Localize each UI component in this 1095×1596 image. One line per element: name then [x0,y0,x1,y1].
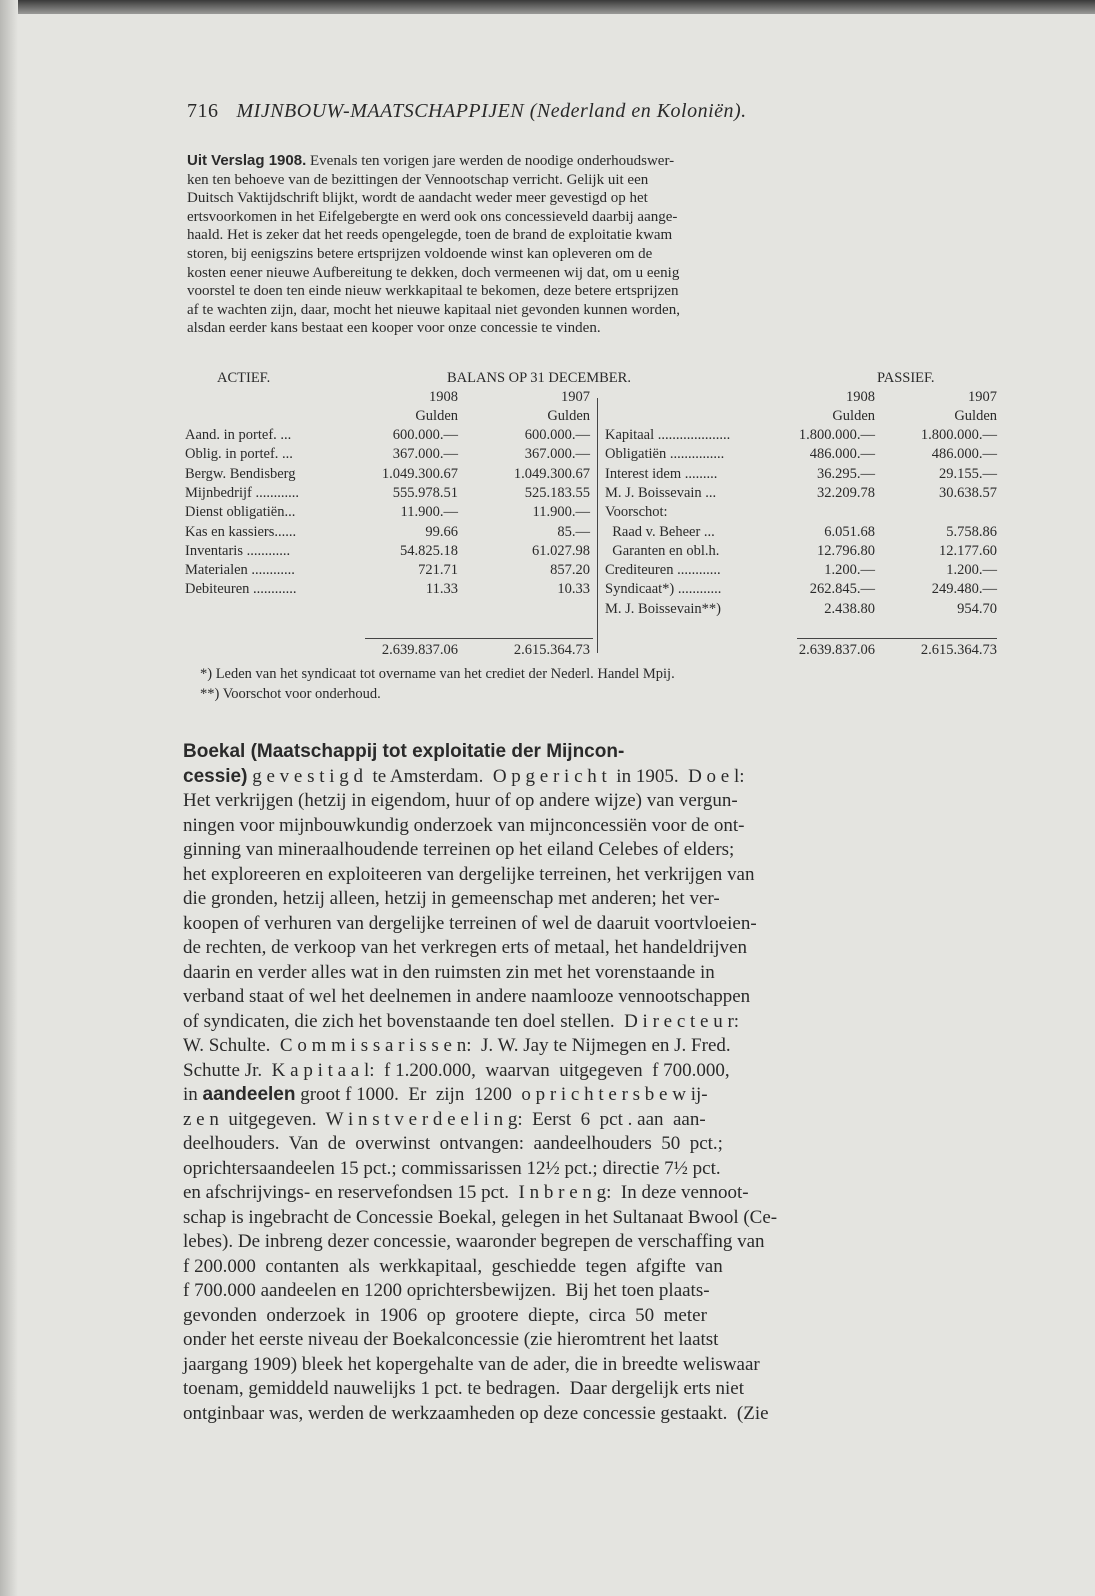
text-line [183,1230,995,1255]
text-line [183,1206,995,1231]
actief-1908-value: 367.000.— [392,446,458,463]
text-run: haald. Het is zeker dat het reeds opengelegde, toen de brand de exploitatie kwam [187,227,673,244]
passief-1907-value: 30.638.57 [939,484,997,501]
passief-1907-value: 12.177.60 [939,542,997,559]
annual-report-paragraph [187,152,1002,338]
text-run: oprichtersaandeelen 15 pct.; commissarissen 12½ pct.; directie 7½ pct. [183,1157,721,1179]
passief-1908-value: 32.209.78 [817,484,875,501]
unit-header: Gulden [415,408,458,424]
passief-row-label: Obligatiën ............... [605,446,725,463]
text-run: daarin en verder alles wat in den ruimsten zin met het vorenstaande in [183,961,715,983]
line-content [183,1034,731,1059]
actief-1908-value: 99.66 [425,523,458,540]
unit-header: Gulden [954,408,997,424]
line-content [183,1304,707,1329]
text-line [187,282,1002,301]
text-run: of syndicaten, die zich het bovenstaande ten doel stellen. D i r e c t e u r: [183,1010,740,1032]
text-run: af te wachten zijn, daar, mocht het nieuwe kapitaal niet gevonden kunnen worden, [187,301,680,318]
bold-text: cessie) [183,765,248,787]
line-content [183,838,734,863]
text-line [183,838,995,863]
year-header: 1908 [429,389,458,405]
text-line [183,912,995,937]
text-line [183,1059,995,1084]
text-run: lebes). De inbreng dezer concessie, waaronder begrepen de verschaffing van [183,1231,765,1252]
text-run: jaargang 1909) bleek het kopergehalte van de ader, die in breedte weliswaar [183,1353,760,1375]
text-line [187,208,1002,227]
bold-text: Boekal (Maatschappij tot exploitatie der Mijncon- [183,741,625,762]
text-run: ningen voor mijnbouwkundig onderzoek van mijnconcessiën voor de ont- [183,814,745,836]
line-content [183,1132,723,1157]
text-line [183,1255,995,1280]
text-line [183,1402,995,1427]
line-content [183,1181,749,1206]
text-line [183,1279,995,1304]
text-run: deelhouders. Van de overwinst ontvangen: aandeelhouders 50 pct.; [183,1133,723,1154]
text-line [187,171,1002,190]
line-content [183,1255,723,1280]
passief-total-1908: 2.639.837.06 [798,642,875,658]
line-content [183,863,755,888]
text-run: Duitsch Vaktijdschrift blijkt, wordt de aandacht weder meer gevestigd op het [187,190,648,207]
text-line [183,740,995,765]
text-run: W. Schulte. C o m m i s s a r i s s e n: J. W. Jay te Nijmegen en J. Fred. [183,1035,731,1056]
text-run: die gronden, hetzij alleen, hetzij in gemeenschap met anderen; het ver- [183,888,720,909]
line-content [187,264,679,283]
text-line [183,1108,995,1133]
text-run: kosten eener nieuwe Aufbereitung te dekken, doch vermeenen wij dat, om u eenig [187,264,680,281]
passief-1908-value: 6.051.68 [824,523,875,540]
passief-1908-value: 12.796.80 [817,542,875,559]
actief-1908-value: 11.33 [425,581,458,598]
actief-1907-value: 600.000.— [524,427,590,443]
line-content [187,152,674,171]
unit-header: Gulden [832,408,875,424]
line-content [187,189,648,208]
scan-edge-top [0,0,1095,14]
text-run: ontginbaar was, werden de werkzaamheden op deze concessie gestaakt. (Zie [183,1402,769,1424]
line-content [183,765,745,790]
text-run: onder het eerste niveau der Boekalconcessie (zie hieromtrent het laatst [183,1329,719,1350]
text-run: ginning van mineraalhoudende terreinen op het eiland Celebes of elders; [183,839,735,860]
actief-1907-value: 11.900.— [532,504,590,521]
balance-title: BALANS OP 31 DECEMBER. [447,370,631,386]
passief-row-label: M. J. Boissevain**) [605,600,721,617]
text-run: ertsvoorkomen in het Eifelgebergte en werd ook ons concessieveld daarbij aange- [187,208,678,225]
passief-1907-value: 1.200.— [946,562,997,579]
passief-1908-value: 1.200.— [824,562,875,579]
actief-row-label: Oblig. in portef. ... [185,446,293,463]
text-run: Het verkrijgen (hetzij in eigendom, huur of op andere wijze) van vergun- [183,790,738,811]
year-header: 1908 [846,389,875,405]
actief-1908-value: 1.049.300.67 [381,465,458,482]
text-run: alsdan eerder kans bestaat een kooper voor onze concessie te vinden. [187,320,601,337]
actief-1907-value: 525.183.55 [524,484,590,501]
actief-1908-value: 11.900.— [400,504,458,521]
actief-row-label: Debiteuren ............ [185,581,297,598]
actief-1907-value: 61.027.98 [532,542,590,559]
text-line [187,301,1002,320]
passief-1907-value: 29.155.— [939,465,997,482]
line-content [183,1083,708,1108]
text-run: voorstel te doen ten einde nieuw werkkapitaal te bekomen, deze betere ertsprijzen [187,283,679,300]
passief-1907-value: 249.480.— [931,581,997,598]
text-line [183,961,995,986]
text-run: de rechten, de verkoop van het verkregen erts of metaal, het handeldrijven [183,937,747,958]
line-content [187,319,601,338]
line-content [183,887,720,912]
line-content [187,245,652,264]
line-content [183,1402,769,1427]
text-line [183,1132,995,1157]
bold-text: aandeelen [202,1084,296,1105]
text-line [183,789,995,814]
text-line [183,936,995,961]
text-line [183,1304,995,1329]
text-run: verband staat of wel het deelnemen in andere naamlooze vennootschappen [183,986,751,1007]
text-run: Schutte Jr. K a p i t a a l: f 1.200.000, waarvan uitgegeven f 700.000, [183,1059,730,1081]
actief-row-label: Kas en kassiers...... [185,523,297,540]
text-run: gevonden onderzoek in 1906 op grootere diepte, circa 50 meter [183,1304,707,1326]
line-content [183,740,624,765]
line-content [183,1328,718,1353]
text-line [183,887,995,912]
actief-1907-value: 85.— [557,523,590,540]
bold-text: Uit Verslag 1908. [187,152,307,169]
passief-row-label: Raad v. Beheer ... [605,523,715,540]
unit-header: Gulden [547,408,590,424]
actief-total-1908: 2.639.837.06 [381,642,458,658]
passief-1908-value: 486.000.— [809,446,875,463]
text-line [187,264,1002,283]
passief-row-label: Garanten en obl.h. [605,542,720,559]
passief-1907-value: 486.000.— [931,446,997,463]
footnotes [200,664,675,704]
actief-row-label: Materialen ............ [185,562,295,579]
text-run: schap is ingebracht de Concessie Boekal, gelegen in het Sultanaat Bwool (Ce- [183,1206,778,1228]
line-content [183,1010,739,1035]
text-line [183,985,995,1010]
actief-1907-value: 1.049.300.67 [513,465,590,482]
line-content [183,1230,765,1255]
year-header: 1907 [968,389,997,405]
passief-label: PASSIEF. [877,370,935,386]
line-content [187,226,672,245]
text-run: f 200.000 contanten als werkkapitaal, geschiedde tegen afgifte van [183,1255,723,1277]
text-run: en afschrijvings- en reservefondsen 15 pct. I n b r e n g: In deze vennoot- [183,1182,749,1203]
text-run: groot f 1000. Er zijn 1200 o p r i c h t e r s b e w ij- [295,1084,708,1105]
passief-row-label: Syndicaat*) ............ [605,581,722,598]
line-content [183,1377,744,1402]
text-line [187,319,1002,338]
line-content [183,814,744,839]
text-line [183,1157,995,1182]
actief-row-label: Inventaris ............ [185,542,291,559]
passief-1908-value: 2.438.80 [824,600,875,617]
text-run: f 700.000 aandeelen en 1200 oprichtersbewijzen. Bij het toen plaats- [183,1280,710,1301]
scan-edge-left [0,0,18,1596]
line-content [183,1108,706,1133]
line-content [187,208,677,227]
page-header [187,100,747,123]
text-line [183,863,995,888]
text-run: toenam, gemiddeld nauwelijks 1 pct. te bedragen. Daar dergelijk erts niet [183,1378,745,1399]
text-line [183,765,995,790]
passief-1908-value: 262.845.— [809,581,875,598]
text-line [187,152,1002,171]
line-content [183,1059,730,1084]
text-line [183,1353,995,1378]
footnote: **) Voorschot voor onderhoud. [200,686,381,702]
passief-1908-value: 1.800.000.— [798,427,875,443]
line-content [183,789,738,814]
text-run: g e v e s t i g d te Amsterdam. O p g e r i c h t in 1905. D o e l: [247,765,745,787]
line-content [187,282,678,301]
passief-row-label: Kapitaal .................... [605,427,731,443]
passief-row-label: Voorschot: [605,504,668,521]
column-divider [597,398,598,653]
line-content [183,936,747,961]
footnote: *) Leden van het syndicaat tot overname van het crediet der Nederl. Handel Mpij. [200,666,675,682]
actief-1907-value: 367.000.— [524,446,590,463]
text-line [183,1034,995,1059]
actief-1907-value: 857.20 [550,562,590,579]
actief-row-label: Mijnbedrijf ............ [185,484,299,501]
text-line [183,1328,995,1353]
text-line [187,226,1002,245]
running-title: MIJNBOUW-MAATSCHAPPIJEN (Nederland en Koloniën). [236,100,747,122]
year-header: 1907 [561,389,590,405]
text-line [183,1083,995,1108]
balance-sheet [185,370,1000,660]
text-run: z e n uitgegeven. W i n s t v e r d e e l i n g: Eerst 6 pct . aan aan- [183,1108,706,1130]
line-content [183,1206,777,1231]
text-run: ken ten behoeve van de bezittingen der Vennootschap verricht. Gelijk uit een [187,171,649,188]
line-content [183,1157,721,1182]
actief-1907-value: 10.33 [557,581,590,598]
company-entry-boekal [183,740,995,1426]
line-content [183,1353,760,1378]
line-content [187,171,648,190]
passief-total-rule [797,638,997,639]
text-run: storen, bij eenigszins betere ertsprijzen voldoende winst kan opleveren om de [187,245,653,262]
line-content [183,912,757,937]
passief-1907-value: 1.800.000.— [920,427,997,443]
passief-row-label: M. J. Boissevain ... [605,484,717,501]
text-run: in [183,1084,203,1105]
text-run: koopen of verhuren van dergelijke terreinen of wel de daaruit voortvloeien- [183,912,757,934]
actief-label: ACTIEF. [217,370,271,386]
actief-1908-value: 721.71 [418,562,458,579]
actief-row-label: Aand. in portef. ... [185,427,292,443]
page-number: 716 [187,100,219,122]
text-line [183,814,995,839]
text-line [183,1377,995,1402]
passief-1907-value: 5.758.86 [946,523,997,540]
actief-1908-value: 600.000.— [392,427,458,443]
passief-1908-value: 36.295.— [817,465,875,482]
passief-total-1907: 2.615.364.73 [920,642,997,658]
passief-1907-value: 954.70 [957,600,997,617]
text-line [187,245,1002,264]
text-line [183,1010,995,1035]
line-content [183,961,715,986]
line-content [187,301,680,320]
actief-row-label: Dienst obligatiën... [185,504,296,521]
actief-row-label: Bergw. Bendisberg [185,465,296,482]
actief-1908-value: 54.825.18 [400,542,458,559]
text-run: Evenals ten vorigen jare werden de noodige onderhoudswer- [306,153,675,169]
actief-total-1907: 2.615.364.73 [513,642,590,658]
text-line [187,189,1002,208]
text-line [183,1181,995,1206]
actief-total-rule [365,638,593,639]
line-content [183,1279,710,1304]
line-content [183,985,750,1010]
passief-row-label: Interest idem ......... [605,465,718,482]
text-run: het exploreeren en exploiteeren van dergelijke terreinen, het verkrijgen van [183,863,755,885]
actief-1908-value: 555.978.51 [392,484,458,501]
passief-row-label: Crediteuren ............ [605,562,721,579]
